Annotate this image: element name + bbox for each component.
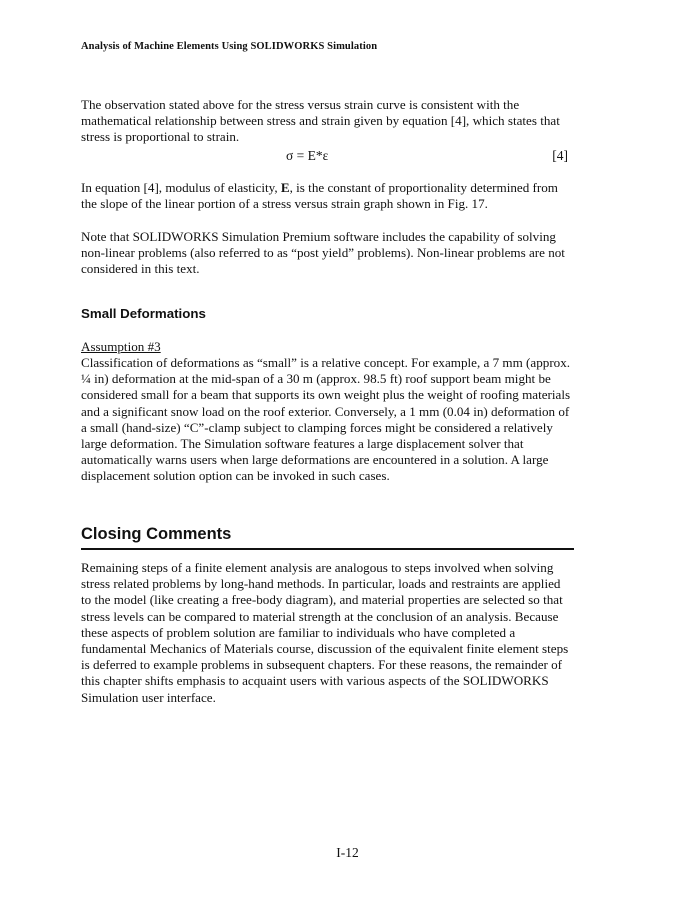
equation-row: [81, 148, 568, 165]
equation-number: [4]: [552, 148, 568, 163]
paragraph-modulus-suffix: , is the constant of proportionality determined from the slope of the linear portion of a stress versus strain graph shown in Fig. 17.: [81, 180, 558, 212]
closing-comments-heading: Closing Comments: [81, 525, 232, 543]
paragraph-stress-strain-observation: The observation stated above for the stress versus strain curve is consistent with the mathematical relationship between stress and strain given by equation [4], which states that stress is proportional to strain.: [81, 97, 560, 145]
paragraph-modulus-of-elasticity: [81, 180, 573, 212]
modulus-symbol: E: [280, 180, 290, 195]
paragraph-nonlinear-note: Note that SOLIDWORKS Simulation Premium software includes the capability of solving non-linear problems (also referred to as “post yield” problems). Non-linear problems are not considered in this text.: [81, 229, 565, 277]
assumption-label: Assumption #3: [81, 339, 161, 354]
paragraph-modulus-prefix: In equation [4], modulus of elasticity,: [81, 180, 281, 195]
small-deformations-heading: Small Deformations: [81, 306, 206, 321]
section-divider: [81, 548, 574, 550]
paragraph-closing-comments: Remaining steps of a finite element analysis are analogous to steps involved when solving stress related problems by long-hand methods. In particular, loads and restraints are applied to the model (like creating a free-body diagram), and material properties are selected so that stress levels can be compared to material strength at the conclusion of an analysis. Because these aspects of problem solution are familiar to individuals who have completed a fundamental Mechanics of Materials course, discussion of the equivalent finite element steps is deferred to example problems in subsequent chapters. For these reasons, the remainder of this chapter shifts emphasis to acquaint users with various aspects of the SOLIDWORKS Simulation user interface.: [81, 560, 569, 705]
page-number: I-12: [336, 845, 359, 860]
hookes-law-equation: σ = E*ε: [286, 148, 329, 163]
paragraph-small-deformations: Classification of deformations as “small” is a relative concept. For example, a 7 mm (approx. ¼ in) deformation at the mid-span of a 30 m (approx. 98.5 ft) roof support beam might be considered small for a beam that supports its own weight plus the weight of roofing materials and a significant snow load on the roof exterior. Conversely, a 1 mm (0.04 in) deformation of a small (hand-size) “C”-clamp subject to clamping forces might be considered a relatively large deformation. The Simulation software features a large displacement solver that automatically warns users when large deformations are encountered in a solution. A large displacement solution option can be invoked in such cases.: [81, 355, 571, 484]
running-header: Analysis of Machine Elements Using SOLIDWORKS Simulation: [81, 41, 378, 52]
